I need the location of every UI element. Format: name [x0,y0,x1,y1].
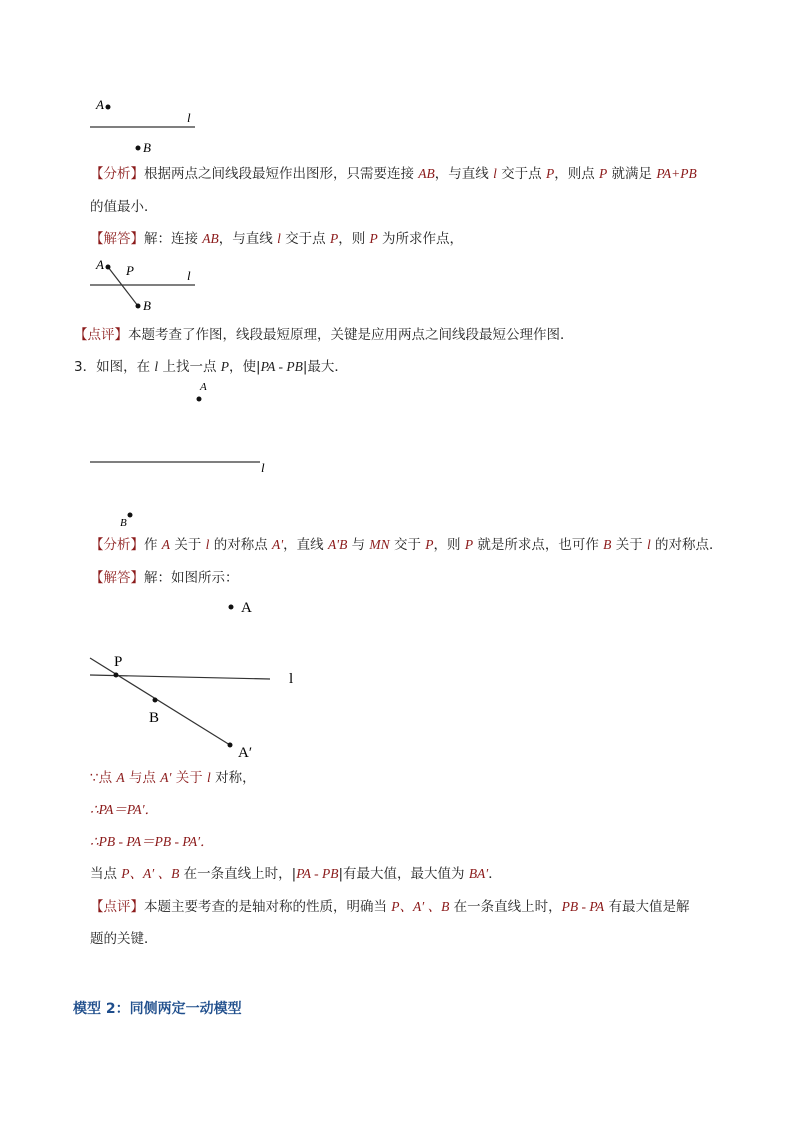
point-b [128,513,133,518]
figure-1 [80,95,210,157]
figure-4 [80,590,320,765]
math-a-prime: A′ [160,770,172,785]
answer-2 [90,229,463,249]
analysis-text: ，则点 [554,166,599,182]
math-p: P [545,166,555,181]
proof-line-4 [90,864,502,884]
analysis-text: 的对称点 [209,537,272,553]
math-expr: PA+PB [656,166,697,181]
analysis-text: ，直线 [283,537,328,553]
math-expr: PA - PB [260,359,303,374]
math-l: l [154,359,159,374]
math-l: l [277,231,281,246]
math-a: A [161,537,171,552]
math-p: P [599,166,608,181]
analysis-tag: 【分析】 [90,166,144,182]
math-l: l [493,166,497,181]
proof-line-3: ∴PB - PA＝PB - PA′． [90,834,214,849]
analysis-text: 关于 [170,537,206,553]
label-p: P [114,654,123,670]
comment-tag: 【点评】 [74,327,128,343]
proof-text: ∵点 [90,770,117,786]
analysis-3 [90,535,723,555]
comment-text: 有最大值是解 [604,899,690,915]
proof-text: 当点 [90,866,122,882]
label-a: A [96,97,104,112]
analysis-text: 关于 [611,537,647,553]
answer-text: 交于点 [280,231,330,247]
math-p: P [425,537,434,552]
point-a [229,605,234,610]
label-a: A [241,600,252,616]
comment-2 [74,325,574,345]
analysis-2 [90,164,697,184]
label-b: B [143,298,151,313]
math-ab: AB [202,231,219,246]
math-points: P、A′ 、B [391,899,450,914]
proof-text: |有最大值，最大值为 [338,866,469,882]
point-p [114,673,119,678]
label-b: B [120,517,127,528]
comment-text: 本题考查了作图，线段最短原理，关键是应用两点之间线段最短公理作图． [128,327,574,343]
point-a [197,397,202,402]
point-a [106,265,111,270]
comment-tag: 【点评】 [90,899,144,915]
math-ab: AB [418,166,435,181]
answer-text: 为所求作点， [377,231,464,247]
analysis-text: 与 [347,537,370,553]
analysis-text: 的对称点． [650,537,723,553]
analysis-text: 交于 [389,537,426,553]
math-mn: MN [369,537,390,552]
math-l: l [207,770,211,785]
comment-3-line2: 题的关键． [90,931,158,947]
math-a-prime: A' [272,537,284,552]
label-a: A [96,257,104,272]
math-points: P、A′ 、B [121,866,180,881]
question-text: |最大． [302,359,348,375]
analysis-text: ，则 [433,537,465,553]
comment-3 [90,897,689,917]
answer-text: 解：如图所示： [144,570,239,586]
math-p: P [329,231,339,246]
comment-text: 在一条直线上时， [449,899,562,915]
point-b [136,304,141,309]
math-p: P [369,231,378,246]
math-p: P [464,537,474,552]
math-a-prime-b: A'B [327,537,348,552]
figure-2 [80,253,210,315]
label-l: l [289,671,294,687]
question-text: 上找一点 [158,359,221,375]
label-p: P [126,263,134,278]
comment-text: 本题主要考查的是轴对称的性质，明确当 [144,899,392,915]
point-b [153,698,158,703]
label-b: B [143,140,151,155]
math-p: P [220,359,229,374]
label-b: B [149,710,160,726]
analysis-text: 就满足 [607,166,657,182]
label-l: l [187,110,191,125]
point-a-prime [228,743,233,748]
label-l: l [261,460,265,475]
math-b: B [603,537,612,552]
math-l: l [205,537,210,552]
proof-line-2: ∴PA＝PA′． [90,802,159,817]
proof-text: ． [488,866,502,882]
answer-3 [90,568,239,588]
label-a: A [200,381,207,393]
point-a [106,105,111,110]
point-b [136,146,141,151]
answer-tag: 【解答】 [90,570,144,586]
label-l: l [187,268,191,283]
analysis-text: 交于点 [496,166,546,182]
question-text: ，使| [229,359,261,375]
section-heading: 模型 2：同侧两定一动模型 [73,1001,242,1017]
math-a: A [116,770,125,785]
answer-text: 解：连接 [144,231,203,247]
analysis-text: 就是所求点，也可作 [473,537,604,553]
proof-text: 与点 [124,770,161,786]
analysis-2-line2: 的值最小． [90,199,158,215]
figure-3 [80,378,280,528]
answer-text: ，则 [338,231,370,247]
analysis-text: ，与直线 [434,166,494,182]
question-number: 3．如图，在 [74,359,155,375]
proof-text: 在一条直线上时，| [179,866,297,882]
analysis-tag: 【分析】 [90,537,144,553]
math-l: l [647,537,651,552]
analysis-text: 根据两点之间线段最短作出图形，只需要连接 [144,166,419,182]
label-a-prime: A′ [238,745,253,761]
answer-text: ，与直线 [218,231,278,247]
math-ba-prime: BA′ [468,866,489,881]
proof-line-1 [90,768,256,788]
math-expr: PB - PA [561,899,605,914]
analysis-text: 作 [144,537,162,553]
math-expr: PA - PB [296,866,339,881]
question-3 [74,357,348,377]
answer-tag: 【解答】 [90,231,144,247]
segment-a-prime-p [90,658,230,745]
proof-text: 对称， [210,770,256,786]
proof-text: 关于 [171,770,208,786]
